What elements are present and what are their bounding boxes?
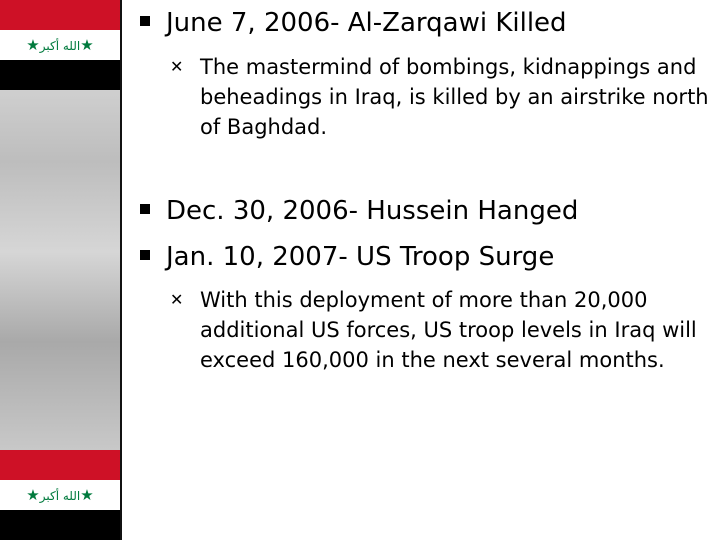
statue-photo	[0, 90, 122, 450]
iraq-flag-bottom	[0, 450, 120, 540]
square-bullet-icon	[140, 204, 150, 214]
sub-bullet-text: With this deployment of more than 20,000 additional US forces, US troop levels in Iraq will exceed 160,000 in the next several months.	[200, 288, 697, 372]
x-bullet-icon: ✕	[170, 290, 184, 309]
heading-text: Jan. 10, 2007- US Troop Surge	[166, 242, 555, 272]
sidebar-image	[0, 0, 122, 540]
sidebar-divider	[120, 0, 122, 540]
bullet-heading-surge	[140, 242, 554, 272]
x-bullet-icon: ✕	[170, 57, 184, 76]
square-bullet-icon	[140, 16, 150, 26]
bullet-heading-zarqawi	[140, 8, 567, 38]
sub-bullet-text: The mastermind of bombings, kidnappings and beheadings in Iraq, is killed by an airstrike north of Baghdad.	[200, 55, 709, 139]
bullet-heading-hussein	[140, 196, 578, 226]
iraq-flag-top	[0, 0, 120, 90]
heading-text: June 7, 2006- Al-Zarqawi Killed	[166, 8, 567, 38]
flag-emblem-icon: ★الله أكبر★	[26, 486, 94, 504]
sub-bullet-zarqawi	[170, 52, 710, 142]
square-bullet-icon	[140, 250, 150, 260]
heading-text: Dec. 30, 2006- Hussein Hanged	[166, 196, 579, 226]
flag-emblem-icon: ★الله أكبر★	[26, 36, 94, 54]
sub-bullet-surge	[170, 285, 710, 375]
